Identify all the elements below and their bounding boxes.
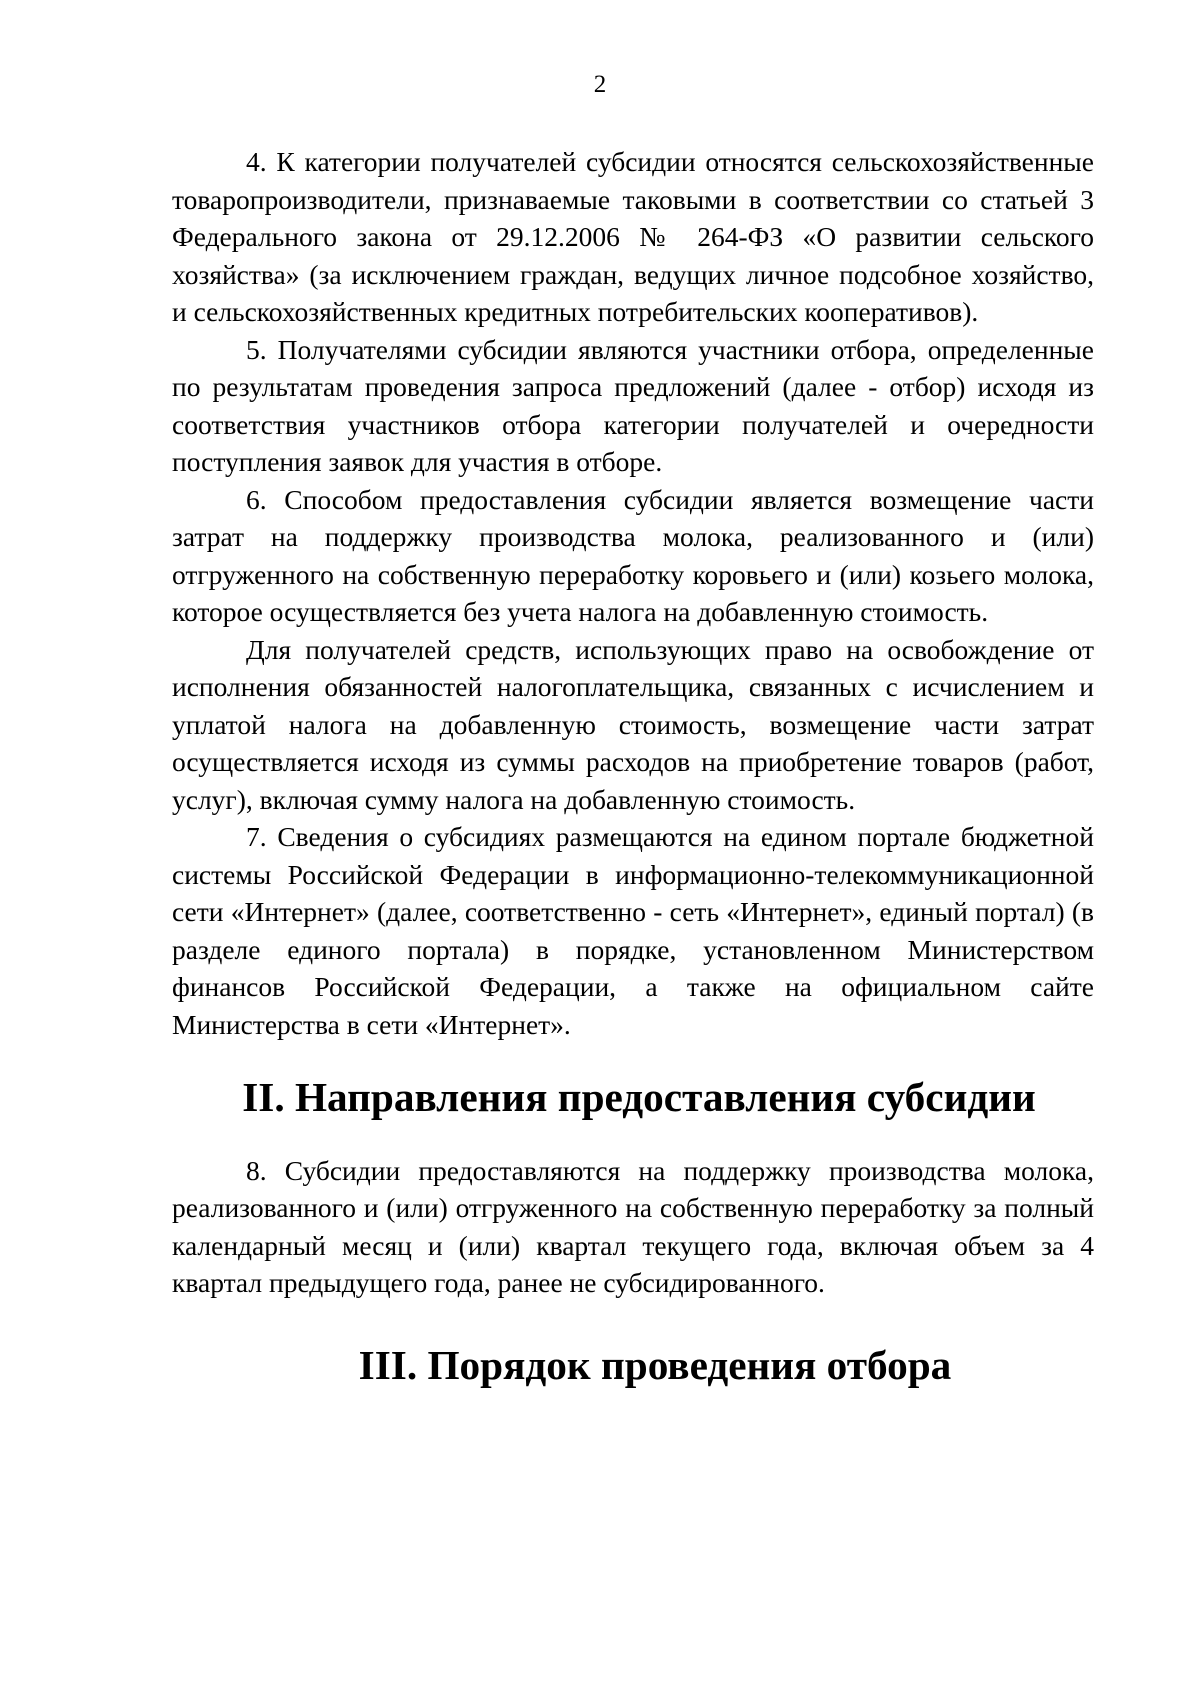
section-heading-2: II. Направления предоставления субсидии — [242, 1074, 1036, 1120]
paragraph-6: 6. Способом предоставления субсидии является возмещение части затрат на поддержку производства молока, реализованного и (или) отгруженного на собственную переработку коровьего и (или) козьего молока, которое осуществляется без учета налога на добавленную стоимость. — [172, 483, 1094, 627]
page-number: 2 — [593, 71, 607, 98]
paragraph-8: 8. Субсидии предоставляются на поддержку производства молока, реализованного и (или) отгруженного на собственную переработку за полный календарный месяц и (или) квартал текущего года, включая объем за 4 квартал предыдущего года, ранее не субсидированного. — [172, 1154, 1094, 1298]
document-body — [172, 143, 1094, 1388]
paragraph-5: 5. Получателями субсидии являются участники отбора, определенные по результатам проведения запроса предложений (далее - отбор) исходя из соответствия участников отбора категории получателей и очередности поступления заявок для участия в отборе. — [172, 333, 1094, 477]
paragraph-6-vat-exemption: Для получателей средств, использующих право на освобождение от исполнения обязанностей налогоплательщика, связанных с исчислением и уплатой налога на добавленную стоимость, возмещение части затрат осуществляется исходя из суммы расходов на приобретение товаров (работ, услуг), включая сумму налога на добавленную стоимость. — [172, 633, 1094, 815]
paragraph-7: 7. Сведения о субсидиях размещаются на едином портале бюджетной системы Российской Федерации в информационно-телекоммуникационной сети «Интернет» (далее, соответственно - сеть «Интернет», единый портал) (в разделе единого портала) в порядке, установленном Министерством финансов Российской Федерации, а также на официальном сайте Министерства в сети «Интернет». — [172, 821, 1094, 1040]
section-heading-3: III. Порядок проведения отбора — [358, 1341, 952, 1388]
paragraph-4: 4. К категории получателей субсидии относятся сельскохозяйственные товаропроизводители, признаваемые таковыми в соответствии со статьей 3 Федерального закона от 29.12.2006 № 264-ФЗ «О развитии сельского хозяйства» (за исключением граждан, ведущих личное подсобное хозяйство, и сельскохозяйственных кредитных потребительских кооперативов). — [172, 146, 1094, 327]
